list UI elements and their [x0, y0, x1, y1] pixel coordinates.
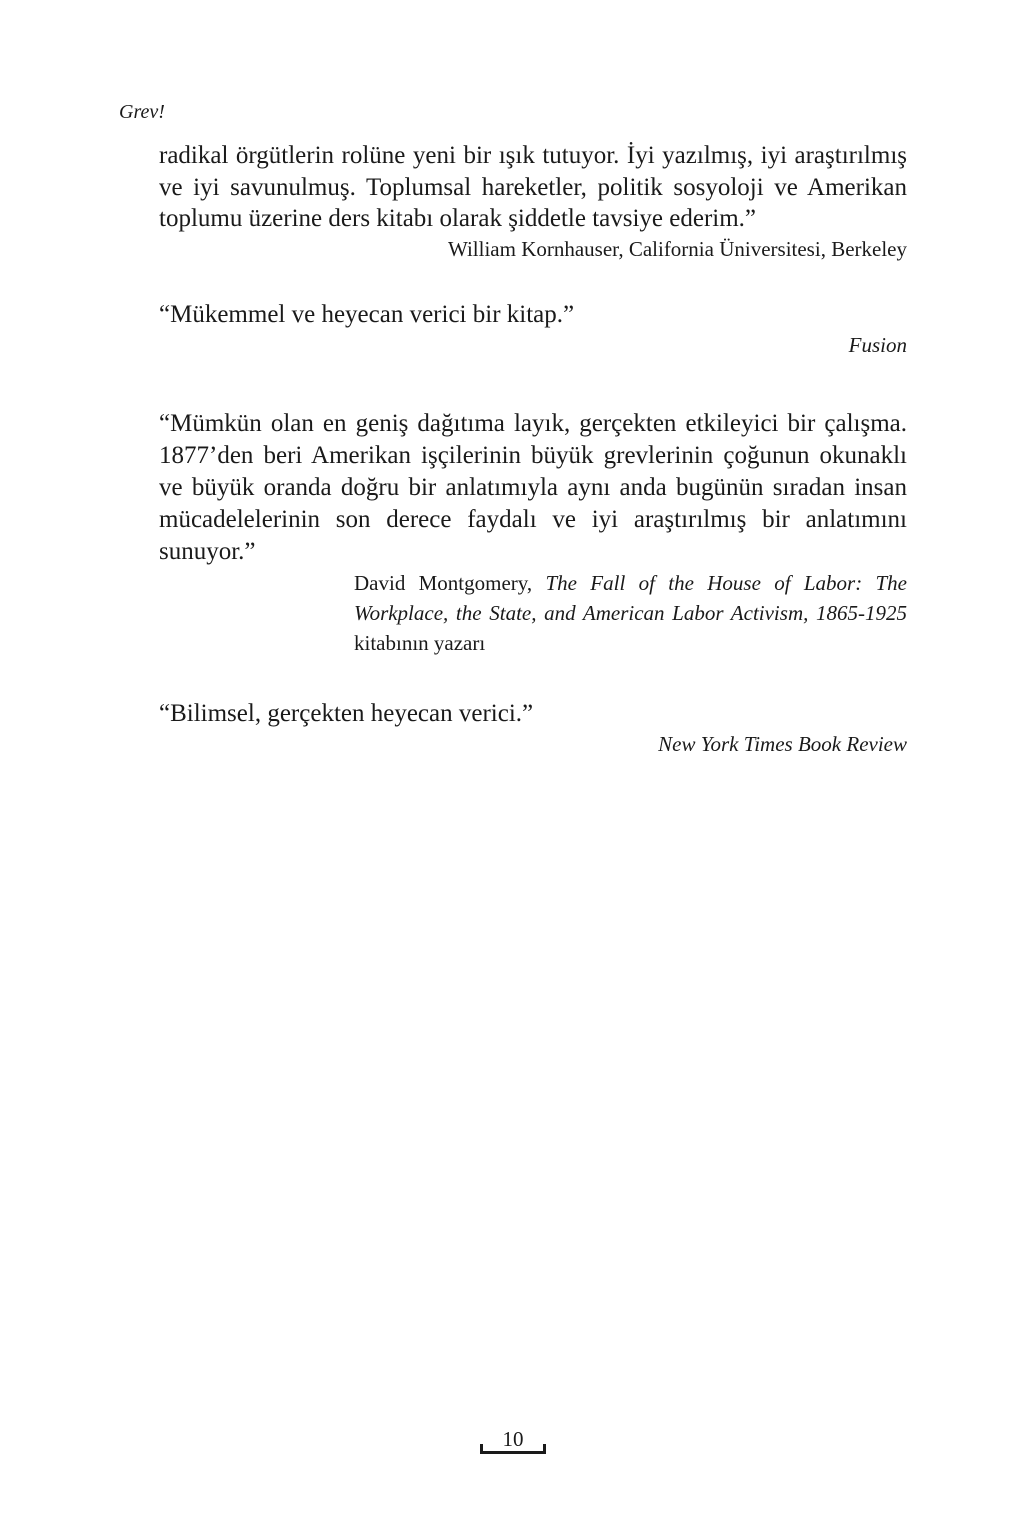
- page-number-rule: [480, 1451, 546, 1454]
- page-number: [480, 1428, 546, 1454]
- quote-source: New York Times Book Review: [658, 731, 907, 756]
- quote-source: William Kornhauser, California Üniversitesi, Berkeley: [447, 236, 907, 261]
- source-author: David Montgomery,: [354, 570, 533, 595]
- page-body: [159, 140, 907, 759]
- source-suffix: kitabının yazarı: [354, 630, 486, 655]
- page-number-text: 10: [502, 1427, 524, 1451]
- quote-text: “Mümkün olan en geniş dağıtıma layık, gerçekten etkileyici bir çalışma. 1877’den beri Amerikan işçilerinin büyük grevlerinin çoğunun okunaklı ve büyük oranda doğru bir anlatımıyla aynı anda bugünün sıradan insan mücadelelerinin son derece faydalı ve iyi araştırılmış bir anlatımını sunuyor.”: [159, 409, 907, 565]
- source-book-title: The Fall of the House of Labor: The Workplace, the State, and American Labor Activism, 1865-1925: [354, 570, 907, 625]
- page-number-tick-left: [480, 1444, 483, 1454]
- quote-source: Fusion: [848, 332, 907, 357]
- quote-text: “Bilimsel, gerçekten heyecan verici.”: [159, 699, 534, 727]
- quote-text: radikal örgütlerin rolüne yeni bir ışık tutuyor. İyi yazılmış, iyi araştırılmış ve iyi savunulmuş. Toplumsal hareketler, politik sosyoloji ve Amerikan toplumu üzerine ders kitabı olarak şiddetle tavsiye ederim.”: [159, 142, 907, 232]
- running-head: Grev!: [119, 101, 165, 123]
- page-number-tick-right: [543, 1444, 546, 1454]
- quote-source-block: [354, 568, 907, 658]
- quote-text: “Mükemmel ve heyecan verici bir kitap.”: [159, 300, 575, 328]
